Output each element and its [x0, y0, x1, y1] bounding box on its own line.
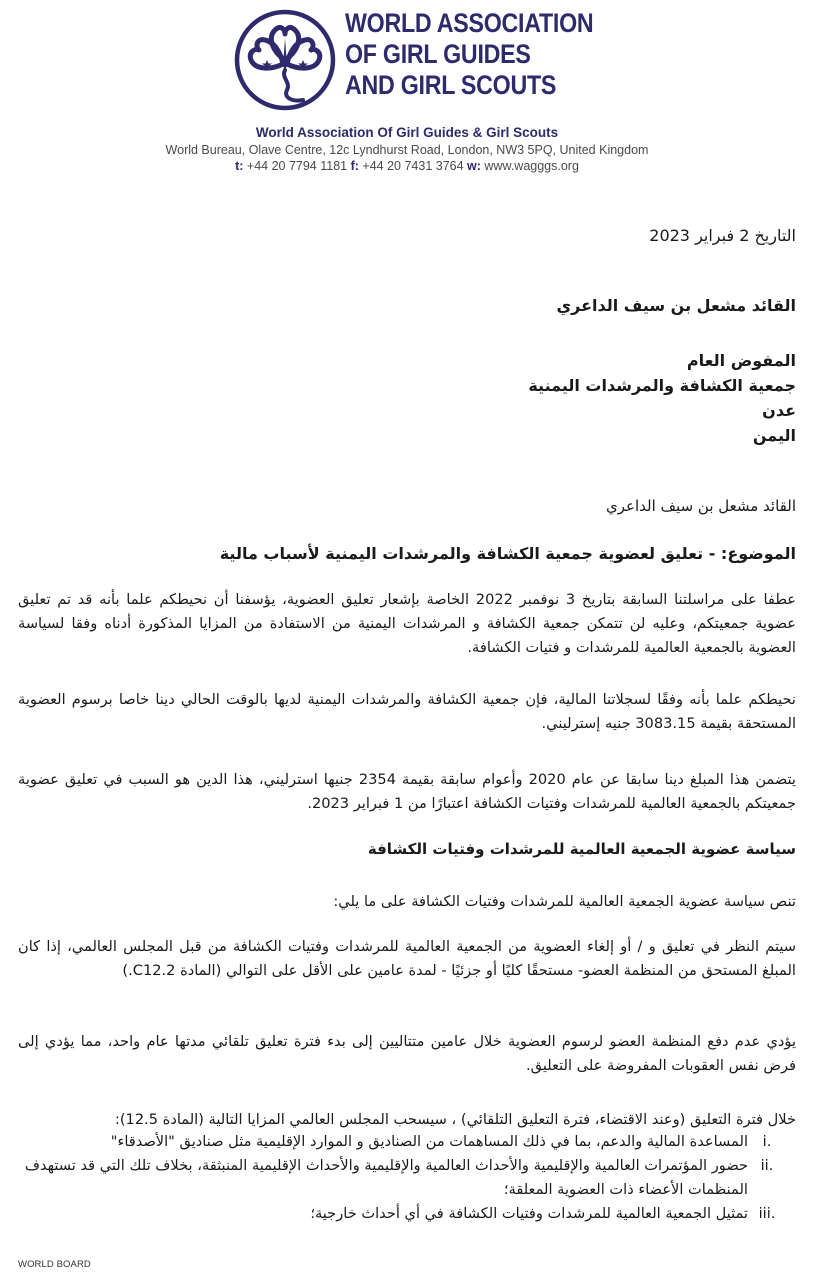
organization-name: World Association Of Girl Guides & Girl Scouts [255, 125, 559, 140]
recipient-name: القائد مشعل بن سيف الداعري [556, 296, 796, 315]
letter-date: التاريخ 2 فبراير 2023 [649, 226, 796, 245]
fax-label: f: [350, 159, 359, 173]
organization-address: World Bureau, Olave Centre, 12c Lyndhurst Road, London, NW3 5PQ, United Kingdom [165, 143, 649, 157]
address-line: اليمن [752, 426, 796, 445]
section-heading: سياسة عضوية الجمعية العالمية للمرشدات وفتيات الكشافة [367, 840, 796, 858]
body-paragraph: عطفا على مراسلتنا السابقة بتاريخ 3 نوفمبر 2022 الخاصة بإشعار تعليق العضوية، يؤسفنا أن نحيطكم علما بأنه قد تم تعليق عضوية جمعيتكم، وعليه لن تتمكن جمعية الكشافة و المرشدات اليمنية من الاستفادة من المزايا المذكورة أدناه وفقا لسياسة العضوية بالجمعية العالمية للمرشدات و فتيات الكشافة. [18, 591, 796, 656]
address-line: المفوض العام [686, 351, 796, 370]
body-paragraph: نحيطكم علما بأنه وفقًا لسجلاتنا المالية، فإن جمعية الكشافة والمرشدات اليمنية لديها بالوقت الحالي دينا خاصا برسوم العضوية المستحقة بقيمة 3083.15 جنيه إسترليني. [18, 691, 796, 732]
address-line: عدن [762, 401, 796, 420]
policy-paragraph: سيتم النظر في تعليق و / أو إلغاء العضوية من الجمعية العالمية للمرشدات وفتيات الكشافة من قبل المجلس العالمي، إذا كان المبلغ المستحق من المنظمة العضو- مستحقًا كليًا أو جزئيًا - لمدة عامين على الأقل على التوالي (المادة C12.2.) [18, 938, 796, 979]
recipient-address [18, 348, 796, 448]
subject-line: الموضوع: - تعليق لعضوية جمعية الكشافة والمرشدات اليمنية لأسباب مالية [219, 544, 796, 563]
logo-line: AND GIRL SCOUTS [345, 70, 557, 100]
organization-info [0, 124, 814, 174]
phone-label: t: [235, 159, 244, 173]
list-item [18, 1202, 796, 1226]
policy-intro: تنص سياسة عضوية الجمعية العالمية للمرشدات وفتيات الكشافة على ما يلي: [333, 893, 796, 910]
list-item-text: المساعدة المالية والدعم، بما في ذلك المساهمات من الصناديق و الموارد الإقليمية مثل صناديق "الأصدقاء" [110, 1133, 748, 1150]
website-link[interactable]: www.wagggs.org [484, 159, 579, 173]
letterhead [0, 0, 814, 180]
fax-value: +44 20 7431 3764 [362, 159, 464, 173]
phone-value: +44 20 7794 1181 [246, 159, 348, 173]
logo-line: WORLD ASSOCIATION [345, 8, 594, 38]
list-item-text: حضور المؤتمرات العالمية والإقليمية والأحداث العالمية والإقليمية والأحداث الإقليمية المنبثقة، بخلاف تلك التي قد تستهدف المنظمات الأعضاء ذات العضوية المعلقة؛ [24, 1157, 748, 1198]
salutation: القائد مشعل بن سيف الداعري [606, 497, 796, 515]
body-paragraph: يتضمن هذا المبلغ دينا سابقا عن عام 2020 وأعوام سابقة بقيمة 2354 جنيها استرليني، هذا الدين هو السبب في تعليق عضوية جمعيتكم بالجمعية العالمية للمرشدات وفتيات الكشافة اعتبارًا من 1 فبراير 2023. [18, 771, 796, 812]
list-item [18, 1130, 796, 1154]
list-item-text: تمثيل الجمعية العالمية للمرشدات وفتيات الكشافة في أي أحداث خارجية؛ [310, 1205, 748, 1222]
footer-label: WORLD BOARD [18, 1259, 91, 1270]
list-marker: iii. [758, 1205, 776, 1222]
website-label: w: [467, 159, 481, 173]
organization-contact [0, 158, 814, 174]
logo-wordmark [345, 8, 593, 101]
trefoil-emblem-icon [233, 8, 337, 112]
logo-line: OF GIRL GUIDES [345, 39, 531, 69]
list-marker: ii. [760, 1157, 774, 1174]
list-item [18, 1154, 796, 1202]
benefits-intro: خلال فترة التعليق (وعند الاقتضاء، فترة التعليق التلقائي) ، سيسحب المجلس العالمي المزايا التالية (المادة 12.5): [114, 1111, 796, 1128]
list-marker: i. [762, 1133, 772, 1150]
address-line: جمعية الكشافة والمرشدات اليمنية [528, 376, 796, 395]
benefits-list [18, 1130, 796, 1226]
policy-paragraph: يؤدي عدم دفع المنظمة العضو لرسوم العضوية خلال عامين متتاليين إلى بدء فترة تعليق تلقائي مدتها عام واحد، مما يؤدي إلى فرض نفس العقوبات المفروضة على التعليق. [18, 1033, 796, 1074]
